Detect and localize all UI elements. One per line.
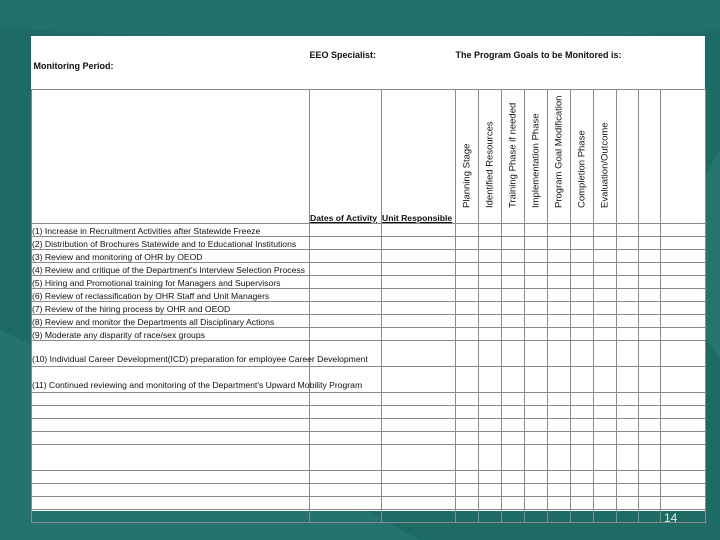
entry-cell [661,327,706,340]
entry-cell [639,431,661,444]
goal-row [32,366,706,392]
entry-cell [479,223,502,236]
goal-item-cell [32,392,310,405]
entry-cell [382,314,456,327]
entry-cell [502,314,525,327]
entry-cell [639,340,661,366]
goal-row [32,223,706,236]
empty-row [32,496,706,509]
entry-cell [479,405,502,418]
dates-of-activity-header: Dates of Activity [310,89,382,223]
entry-cell [617,314,639,327]
entry-cell [310,236,382,249]
entry-cell [571,418,594,431]
entry-cell [382,327,456,340]
entry-cell [571,483,594,496]
entry-cell [525,509,548,522]
entry-cell [571,496,594,509]
entry-cell [639,262,661,275]
entry-cell [502,262,525,275]
entry-cell [310,288,382,301]
entry-cell [594,392,617,405]
entry-cell [661,470,706,483]
entry-cell [456,509,479,522]
entry-cell [594,223,617,236]
entry-cell [382,418,456,431]
entry-cell [382,340,456,366]
entry-cell [382,405,456,418]
entry-cell [479,483,502,496]
entry-cell [617,366,639,392]
monitoring-period-label: Monitoring Period: [32,36,310,89]
entry-cell [479,301,502,314]
blank-header-cell [639,89,661,223]
phase-header: Implementation Phase [525,89,548,223]
entry-cell [617,249,639,262]
entry-cell [479,262,502,275]
entry-cell [525,431,548,444]
entry-cell [594,496,617,509]
entry-cell [479,509,502,522]
goal-item-cell: (10) Individual Career Development(ICD) preparation for employee Career Development [32,340,310,366]
entry-cell [456,262,479,275]
entry-cell [571,301,594,314]
entry-cell [548,366,571,392]
entry-cell [382,444,456,470]
entry-cell [525,483,548,496]
goal-item-cell [32,470,310,483]
phase-header: Completion Phase [571,89,594,223]
entry-cell [548,236,571,249]
entry-cell [479,288,502,301]
entry-cell [661,431,706,444]
entry-cell [502,340,525,366]
program-goals-table [31,36,706,523]
phase-header: Training Phase if needed [502,89,525,223]
entry-cell [382,509,456,522]
entry-cell [548,275,571,288]
entry-cell [310,470,382,483]
entry-cell [661,496,706,509]
entry-cell [525,392,548,405]
entry-cell [382,223,456,236]
entry-cell [456,470,479,483]
entry-cell [382,496,456,509]
entry-cell [502,496,525,509]
entry-cell [310,275,382,288]
entry-cell [502,483,525,496]
entry-cell [594,314,617,327]
entry-cell [525,301,548,314]
program-goals-label: The Program Goals to be Monitored is: [456,36,706,89]
entry-cell [310,249,382,262]
entry-cell [382,470,456,483]
entry-cell [661,444,706,470]
entry-cell [456,327,479,340]
entry-cell [639,236,661,249]
entry-cell [456,301,479,314]
entry-cell [502,418,525,431]
entry-cell [456,340,479,366]
goal-row [32,314,706,327]
entry-cell [479,236,502,249]
entry-cell [639,444,661,470]
column-header-row [32,89,706,223]
entry-cell [310,431,382,444]
entry-cell [456,366,479,392]
entry-cell [479,314,502,327]
entry-cell [525,288,548,301]
goal-row [32,340,706,366]
blank-header-cell [617,89,639,223]
entry-cell [456,431,479,444]
empty-row [32,405,706,418]
entry-cell [617,444,639,470]
entry-cell [310,314,382,327]
entry-cell [594,483,617,496]
entry-cell [548,483,571,496]
entry-cell [617,509,639,522]
entry-cell [639,223,661,236]
entry-cell [479,392,502,405]
entry-cell [661,249,706,262]
entry-cell [382,262,456,275]
entry-cell [382,236,456,249]
entry-cell [571,509,594,522]
entry-cell [310,418,382,431]
goal-item-cell: (5) Hiring and Promotional training for Managers and Supervisors [32,275,310,288]
entry-cell [310,327,382,340]
entry-cell [617,275,639,288]
entry-cell [382,301,456,314]
entry-cell [639,509,661,522]
entry-cell [502,327,525,340]
entry-cell [479,340,502,366]
goal-item-cell [32,496,310,509]
entry-cell [479,431,502,444]
empty-row [32,418,706,431]
entry-cell [571,366,594,392]
entry-cell [525,470,548,483]
goal-item-cell: (7) Review of the hiring process by OHR and OEOD [32,301,310,314]
entry-cell [479,470,502,483]
entry-cell [594,236,617,249]
entry-cell [456,392,479,405]
empty-row [32,431,706,444]
entry-cell [502,470,525,483]
empty-row [32,509,706,522]
empty-row [32,483,706,496]
entry-cell [617,496,639,509]
entry-cell [639,418,661,431]
entry-cell [525,223,548,236]
goal-item-cell: (3) Review and monitoring of OHR by OEOD [32,249,310,262]
entry-cell [525,418,548,431]
entry-cell [594,301,617,314]
goal-row [32,301,706,314]
goal-row [32,327,706,340]
entry-cell [456,496,479,509]
entry-cell [639,275,661,288]
entry-cell [661,223,706,236]
goal-item-cell: (4) Review and critique of the Department's Interview Selection Process [32,262,310,275]
entry-cell [617,301,639,314]
goal-row [32,262,706,275]
entry-cell [639,249,661,262]
entry-cell [479,327,502,340]
entry-cell [639,496,661,509]
entry-cell [594,340,617,366]
entry-cell [661,483,706,496]
entry-cell [594,444,617,470]
goal-item-cell: (9) Moderate any disparity of race/sex groups [32,327,310,340]
entry-cell [661,262,706,275]
entry-cell [661,301,706,314]
entry-cell [525,444,548,470]
entry-cell [594,275,617,288]
goal-row [32,288,706,301]
entry-cell [310,301,382,314]
entry-cell [639,366,661,392]
goal-item-cell: (11) Continued reviewing and monitoring of the Department's Upward Mobility Program [32,366,310,392]
entry-cell [594,470,617,483]
entry-cell [548,314,571,327]
entry-cell [479,496,502,509]
entry-cell [548,418,571,431]
entry-cell [661,236,706,249]
entry-cell [617,327,639,340]
entry-cell [310,444,382,470]
entry-cell [382,366,456,392]
entry-cell [502,509,525,522]
entry-cell [594,418,617,431]
entry-cell [571,288,594,301]
entry-cell [479,418,502,431]
entry-cell [525,314,548,327]
entry-cell [571,392,594,405]
entry-cell [661,275,706,288]
goal-item-cell: (2) Distribution of Brochures Statewide and to Educational Institutions [32,236,310,249]
entry-cell [617,223,639,236]
goal-item-cell [32,444,310,470]
entry-cell [571,327,594,340]
goal-item-cell: (8) Review and monitor the Departments all Disciplinary Actions [32,314,310,327]
entry-cell [525,262,548,275]
entry-cell [594,288,617,301]
entry-cell [502,275,525,288]
entry-cell [479,366,502,392]
entry-cell [548,249,571,262]
entry-cell [525,366,548,392]
entry-cell [382,392,456,405]
entry-cell [594,262,617,275]
entry-cell [456,275,479,288]
entry-cell [639,301,661,314]
entry-cell [525,340,548,366]
entry-cell [502,249,525,262]
entry-cell [661,314,706,327]
entry-cell [571,470,594,483]
entry-cell [639,288,661,301]
entry-cell [456,249,479,262]
entry-cell [548,470,571,483]
empty-row [32,392,706,405]
entry-cell [617,431,639,444]
entry-cell [525,496,548,509]
goal-item-cell [32,418,310,431]
entry-cell [502,223,525,236]
entry-cell [456,405,479,418]
blank-header-cell [661,89,706,223]
entry-cell [310,392,382,405]
entry-cell [571,236,594,249]
entry-cell [661,405,706,418]
goal-item-cell: (6) Review of reclassification by OHR Staff and Unit Managers [32,288,310,301]
entry-cell [617,288,639,301]
goal-row [32,275,706,288]
entry-cell [639,327,661,340]
entry-cell [548,431,571,444]
entry-cell [571,340,594,366]
entry-cell [661,340,706,366]
entry-cell [639,405,661,418]
entry-cell [571,223,594,236]
entry-cell [525,327,548,340]
entry-cell [548,340,571,366]
goal-row [32,236,706,249]
eeo-specialist-label: EEO Specialist: [310,36,456,89]
entry-cell [479,444,502,470]
entry-cell [617,405,639,418]
entry-cell [382,483,456,496]
entry-cell [525,236,548,249]
entry-cell [661,366,706,392]
entry-cell [310,509,382,522]
entry-cell [502,444,525,470]
goal-item-cell: (1) Increase in Recruitment Activities after Statewide Freeze [32,223,310,236]
entry-cell [456,236,479,249]
entry-cell [310,405,382,418]
entry-cell [571,275,594,288]
phase-header: Program Goal Modification [548,89,571,223]
entry-cell [571,405,594,418]
entry-cell [456,418,479,431]
goal-item-cell [32,405,310,418]
entry-cell [502,392,525,405]
entry-cell [594,327,617,340]
entry-cell [456,223,479,236]
entry-cell [502,288,525,301]
entry-cell [548,223,571,236]
entry-cell [479,275,502,288]
empty-row [32,470,706,483]
empty-row [32,444,706,470]
entry-cell [571,249,594,262]
entry-cell [502,301,525,314]
entry-cell [661,392,706,405]
entry-cell [571,431,594,444]
entry-cell [548,392,571,405]
entry-cell [310,262,382,275]
entry-cell [594,431,617,444]
entry-cell [525,405,548,418]
goal-row [32,249,706,262]
entry-cell [382,275,456,288]
entry-cell [548,496,571,509]
page-number: 14 [664,511,678,525]
entry-cell [502,236,525,249]
entry-cell [548,444,571,470]
entry-cell [548,405,571,418]
entry-cell [571,262,594,275]
entry-cell [310,496,382,509]
entry-cell [661,418,706,431]
entry-cell [456,444,479,470]
entry-cell [548,327,571,340]
entry-cell [617,340,639,366]
entry-cell [661,288,706,301]
entry-cell [310,223,382,236]
entry-cell [502,431,525,444]
goal-item-cell [32,483,310,496]
entry-cell [639,392,661,405]
entry-cell [617,262,639,275]
entry-cell [382,288,456,301]
entry-cell [502,366,525,392]
entry-cell [617,392,639,405]
entry-cell [548,509,571,522]
entry-cell [525,249,548,262]
entry-cell [639,470,661,483]
phase-header: Evaluation/Outcome [594,89,617,223]
entry-cell [571,444,594,470]
entry-cell [382,249,456,262]
entry-cell [617,418,639,431]
phase-header: Identified Resources [479,89,502,223]
entry-cell [548,288,571,301]
entry-cell [548,262,571,275]
entry-cell [502,405,525,418]
entry-cell [594,249,617,262]
unit-responsible-header: Unit Responsible [382,89,456,223]
entry-cell [479,249,502,262]
entry-cell [310,483,382,496]
entry-cell [456,483,479,496]
entry-cell [594,366,617,392]
entry-cell [382,431,456,444]
entry-cell [617,236,639,249]
entry-cell [571,314,594,327]
entry-cell [594,509,617,522]
goal-item-cell [32,509,310,522]
entry-cell [456,288,479,301]
goal-item-cell [32,431,310,444]
header-blank-cell [32,89,310,223]
entry-cell [548,301,571,314]
entry-cell [617,483,639,496]
entry-cell [456,314,479,327]
monitoring-form [31,36,705,511]
entry-cell [525,275,548,288]
entry-cell [639,483,661,496]
entry-cell [594,405,617,418]
entry-cell [639,314,661,327]
entry-cell [617,470,639,483]
phase-header: Planning Stage [456,89,479,223]
